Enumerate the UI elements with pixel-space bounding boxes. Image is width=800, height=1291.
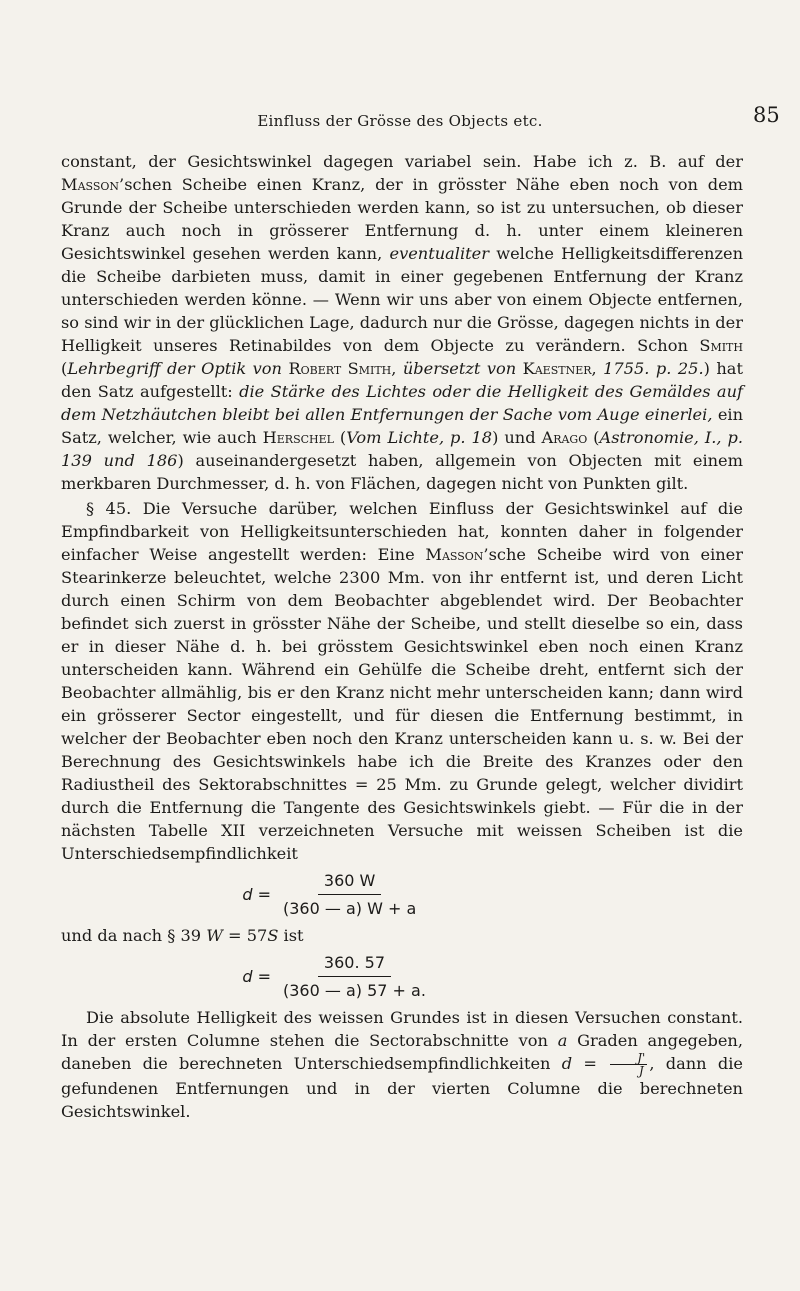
reference-3: Astronomie, I., p. 139 und 186	[61, 428, 743, 470]
formula-1-fraction	[277, 869, 422, 920]
book-title: Lehrbegriff der Optik von	[67, 359, 282, 378]
page-number: 85	[753, 103, 780, 127]
quoted-law: die Stärke des Lichtes oder die Helligkeit des Gemäldes auf dem Netzhäutchen bleibt bei allen Entfernungen der Sache vom Auge einerlei,	[61, 382, 743, 424]
text-run: ’schen Scheibe einen Kranz, der in grösster Nähe eben noch von dem Grunde der Scheibe unterschieden werden kann, so ist zu untersuchen, ob dieser Kranz auch noch in grösserer Entfernung d. h. unter einem kleineren Gesichtswinkel gesehen werden kann,	[61, 175, 743, 263]
author-herschel: Herschel	[262, 428, 334, 447]
running-title: Einfluss der Grösse des Objects etc.	[257, 112, 543, 130]
formula-2	[61, 951, 743, 1002]
var-d: d	[561, 1054, 573, 1073]
text-run: (	[587, 428, 600, 447]
author-robert-smith: Robert Smith,	[288, 359, 397, 378]
text-run: =	[572, 1054, 609, 1073]
author-smith: Smith	[699, 336, 743, 355]
inline-fraction	[610, 1052, 647, 1077]
text-run: und da nach § 39	[61, 926, 207, 945]
formula-1-numerator: 360 W	[318, 869, 381, 895]
var-s: S	[267, 926, 279, 945]
inline-fraction-denominator: J	[638, 1064, 644, 1078]
inline-fraction-numerator: J'	[610, 1052, 647, 1065]
text-run: § 45. Die Versuche darüber, welchen Einfluss der Gesichtswinkel auf die Empfindbarkeit von Helligkeitsunterschieden hat, konnten daher in folgender einfacher Weise angestellt werden: Eine	[61, 499, 743, 564]
term-eventualiter: eventualiter	[389, 244, 489, 263]
reference-1: 1755. p. 25.	[603, 359, 704, 378]
between-line	[61, 924, 743, 947]
author-masson: Masson	[61, 175, 120, 194]
paragraph-2	[61, 497, 743, 865]
text-run: ist	[278, 926, 304, 945]
text-run: (	[61, 359, 68, 378]
var-a: a	[557, 1031, 568, 1050]
var-w: W	[206, 926, 223, 945]
formula-2-numerator: 360. 57	[318, 951, 391, 977]
text-run: welche Helligkeitsdifferenzen die Scheibe darbieten muss, damit in einer gegebenen Entfernung der Kranz unterschieden werden könne. — Wenn wir uns aber von einem Objecte entfernen, so sind wir in der glücklichen Lage, dadurch nur die Grösse, dagegen nichts in der Helligkeit unseres Retinabildes von dem Objecte zu verändern. Schon	[61, 244, 744, 355]
paragraph-3	[61, 1006, 743, 1123]
formula-2-denominator: (360 — a) 57 + a.	[283, 981, 426, 1000]
text-run: ) und	[492, 428, 542, 447]
text-run: ’sche Scheibe wird von einer Stearinkerze beleuchtet, welche 2300 Mm. von ihr entfernt ist, und deren Licht durch einen Schirm von dem Beobachter abgeblendet wird. Der Beobachter befindet sich zuerst in grösster Nähe der Scheibe, und stellt dieselbe so ein, dass er in dieser Nähe d. h. bei grösstem Gesichtswinkel eben noch einen Kranz unterscheiden kann. Während ein Gehülfe die Scheibe dreht, entfernt sich der Beobachter allmählig, bis er den Kranz nicht mehr unterscheiden kann; dann wird ein grösserer Sector eingestellt, und für diesen die Entfernung bestimmt, in welcher der Beobachter eben noch den Kranz unterscheiden kann u. s. w. Bei der Berechnung des Gesichtswinkels habe ich die Breite des Kranzes oder den Radiustheil des Sektorabschnittes = 25 Mm. zu Grunde gelegt, welcher dividirt durch die Entfernung die Tangente des Gesichtswinkels giebt. — Für die in der nächsten Tabelle XII verzeichneten Versuche mit weissen Scheiben ist die Unterschiedsempfindlichkeit	[61, 545, 743, 863]
author-kaestner: Kaestner,	[522, 359, 597, 378]
text-run: Die absolute Helligkeit des weissen Grundes ist in diesen Versuchen constant. In der ersten Columne stehen die Sectorabschnitte von	[61, 1008, 743, 1050]
formula-2-fraction	[277, 951, 432, 1002]
text-run: , dann die gefundenen Entfernungen und in der vierten Columne die berechneten Gesichtswinkel.	[61, 1054, 743, 1121]
text-run: ) auseinandergesetzt haben, allgemein von Objecten mit einem merkbaren Durchmesser, d. h. von Flächen, dagegen nicht von Punkten gilt.	[61, 451, 743, 493]
text-run: constant, der Gesichtswinkel dagegen variabel sein. Habe ich z. B. auf der	[61, 152, 743, 171]
text-run: (	[333, 428, 347, 447]
body-text	[61, 150, 743, 1123]
text-run: Graden angegeben, daneben die berechneten Unterschiedsempfindlichkeiten	[61, 1031, 743, 1073]
author-masson: Masson	[425, 545, 484, 564]
reference-2: Vom Lichte, p. 18	[346, 428, 493, 447]
paragraph-1	[61, 150, 743, 495]
formula-2-lhs: d =	[242, 967, 271, 986]
formula-1-lhs: d =	[242, 885, 271, 904]
formula-1	[61, 869, 743, 920]
translated-by: übersetzt von	[402, 359, 517, 378]
text-run: = 57	[222, 926, 268, 945]
formula-1-denominator: (360 — a) W + a	[283, 899, 417, 918]
text-run: ein Satz, welcher, wie auch	[61, 405, 744, 447]
author-arago: Arago	[541, 428, 588, 447]
text-run: ) hat den Satz aufgestellt:	[61, 359, 743, 401]
